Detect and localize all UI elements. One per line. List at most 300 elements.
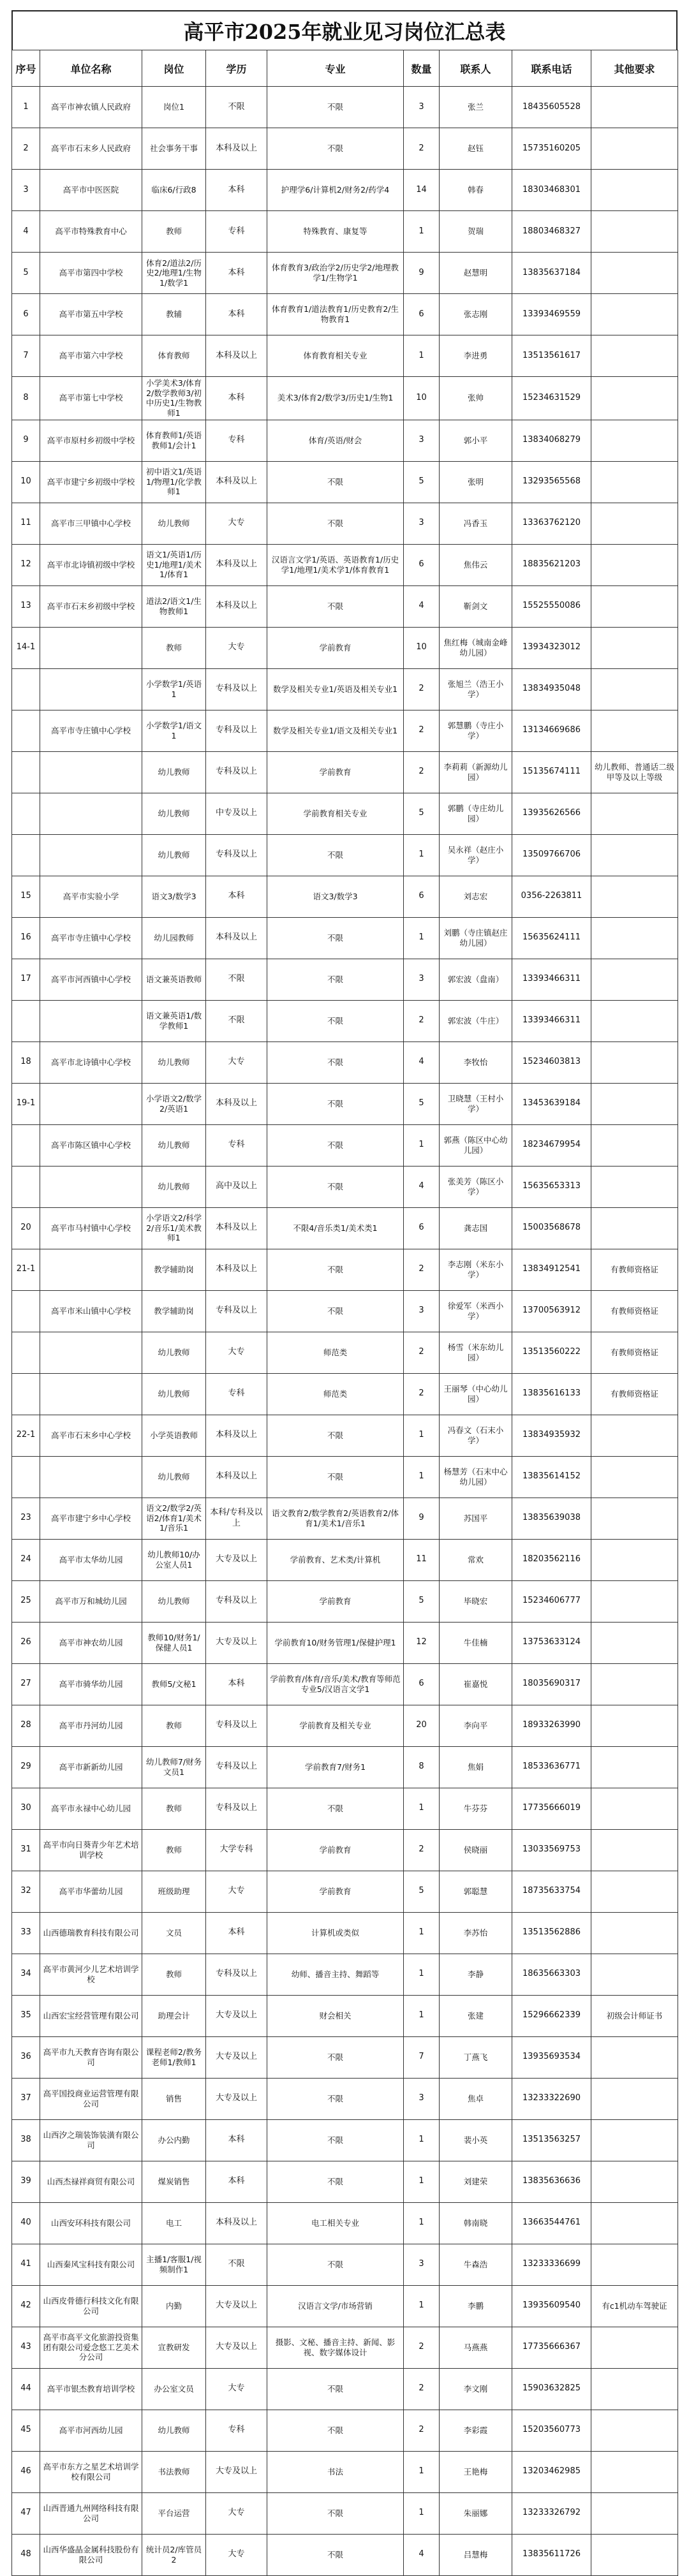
table-row [12, 170, 678, 211]
contact-person: 丁燕飞 [440, 2036, 512, 2078]
major: 不限 [267, 1415, 404, 1456]
phone-number: 15635653313 [512, 1166, 591, 1207]
table-row [12, 1124, 678, 1166]
table-row [12, 1290, 678, 1332]
education: 本科及以上 [206, 461, 267, 503]
contact-person: 牛森浩 [440, 2244, 512, 2285]
row-number [12, 710, 40, 751]
unit-name: 高平市河西镇中心学校 [40, 959, 142, 1000]
row-number: 35 [12, 1995, 40, 2036]
count: 2 [404, 710, 440, 751]
unit-name: 山西秦风宝科技有限公司 [40, 2244, 142, 2285]
count: 1 [404, 2451, 440, 2492]
row-number: 40 [12, 2202, 40, 2244]
table-row [12, 710, 678, 751]
major: 不限 [267, 503, 404, 544]
education: 本科 [206, 253, 267, 294]
contact-person: 崔嘉悦 [440, 1663, 512, 1705]
table-row [12, 1000, 678, 1041]
table-row [12, 2244, 678, 2285]
contact-person: 李莉莉（新源幼儿园） [440, 751, 512, 793]
count: 2 [404, 128, 440, 170]
education: 本科及以上 [206, 128, 267, 170]
education: 大专及以上 [206, 1622, 267, 1663]
count: 12 [404, 1622, 440, 1663]
phone-number: 13935626566 [512, 793, 591, 834]
education: 不限 [206, 959, 267, 1000]
position: 语文3/数学3 [142, 876, 206, 917]
other-requirements: 有教师资格证 [591, 1249, 678, 1290]
count: 3 [404, 503, 440, 544]
unit-name: 高平市北诗镇初级中学校 [40, 544, 142, 585]
row-number: 7 [12, 335, 40, 377]
phone-number: 15203560773 [512, 2410, 591, 2451]
unit-name [40, 1083, 142, 1124]
other-requirements [591, 876, 678, 917]
count: 5 [404, 1580, 440, 1622]
phone-number: 13834912541 [512, 1249, 591, 1290]
other-requirements [591, 1498, 678, 1539]
other-requirements [591, 170, 678, 211]
position: 岗位1 [142, 87, 206, 128]
unit-name: 高平市新新幼儿园 [40, 1746, 142, 1788]
contact-person: 卫晓慧（王村小学） [440, 1083, 512, 1124]
row-number: 30 [12, 1788, 40, 1829]
major: 学前教育 [267, 1871, 404, 1912]
table-row [12, 2078, 678, 2119]
count: 4 [404, 1166, 440, 1207]
count: 1 [404, 2161, 440, 2202]
position: 销售 [142, 2078, 206, 2119]
count: 1 [404, 1954, 440, 1995]
education: 专科及以上 [206, 1788, 267, 1829]
row-number [12, 1290, 40, 1332]
position: 平台运营 [142, 2492, 206, 2534]
phone-number: 15635624111 [512, 917, 591, 959]
other-requirements [591, 2451, 678, 2492]
unit-name: 高平市永禄中心幼儿园 [40, 1788, 142, 1829]
table-row [12, 2451, 678, 2492]
header-education: 学历 [206, 50, 267, 87]
other-requirements [591, 1539, 678, 1580]
other-requirements [591, 2492, 678, 2534]
major: 学前教育/体育/音乐/美术/教育等师范专业5/汉语言文学1 [267, 1663, 404, 1705]
major: 语文3/数学3 [267, 876, 404, 917]
table-row [12, 128, 678, 170]
major: 书法 [267, 2451, 404, 2492]
phone-number: 13203462985 [512, 2451, 591, 2492]
phone-number: 13835637184 [512, 253, 591, 294]
contact-person: 焦红梅（城南金峰幼儿园） [440, 627, 512, 668]
education: 专科 [206, 2410, 267, 2451]
phone-number: 13834935048 [512, 668, 591, 710]
contact-person: 李鹏 [440, 2285, 512, 2327]
position: 小学数学1/语文1 [142, 710, 206, 751]
row-number: 34 [12, 1954, 40, 1995]
phone-number: 13513560222 [512, 1332, 591, 1373]
table-row [12, 917, 678, 959]
other-requirements [591, 420, 678, 461]
other-requirements [591, 1622, 678, 1663]
table-row [12, 544, 678, 585]
major: 不限 [267, 585, 404, 627]
row-number: 23 [12, 1498, 40, 1539]
education: 专科 [206, 1373, 267, 1415]
position: 教师 [142, 1829, 206, 1871]
other-requirements [591, 211, 678, 253]
unit-name [40, 1373, 142, 1415]
unit-name: 高平市寺庄镇中心学校 [40, 710, 142, 751]
phone-number: 13834935932 [512, 1415, 591, 1456]
position: 体育2/道法2/历史2/地理1/生物1/数学1 [142, 253, 206, 294]
unit-name: 高平国投商业运营管理有限公司 [40, 2078, 142, 2119]
contact-person: 李静 [440, 1954, 512, 1995]
education: 大专 [206, 627, 267, 668]
count: 1 [404, 1456, 440, 1498]
table-row [12, 1663, 678, 1705]
count: 1 [404, 917, 440, 959]
position: 教师10/财务1/保健人员1 [142, 1622, 206, 1663]
education: 本科及以上 [206, 1083, 267, 1124]
table-row [12, 2492, 678, 2534]
contact-person: 赵慧明 [440, 253, 512, 294]
education: 本科及以上 [206, 917, 267, 959]
position: 电工 [142, 2202, 206, 2244]
position: 语文兼英语1/数学教师1 [142, 1000, 206, 1041]
position: 幼儿教师 [142, 1456, 206, 1498]
count: 1 [404, 2285, 440, 2327]
other-requirements [591, 2036, 678, 2078]
education: 大学专科 [206, 1829, 267, 1871]
phone-number: 18803468327 [512, 211, 591, 253]
count: 1 [404, 1995, 440, 2036]
row-number: 43 [12, 2327, 40, 2368]
major: 不限 [267, 1124, 404, 1166]
count: 6 [404, 876, 440, 917]
unit-name: 高平市九天教育咨询有限公司 [40, 2036, 142, 2078]
row-number: 33 [12, 1912, 40, 1954]
education: 本科 [206, 294, 267, 335]
row-number: 4 [12, 211, 40, 253]
unit-name: 高平市第五中学校 [40, 294, 142, 335]
contact-person: 李志刚（米东小学） [440, 1249, 512, 1290]
row-number: 22-1 [12, 1415, 40, 1456]
count: 4 [404, 585, 440, 627]
table-row [12, 1580, 678, 1622]
education: 专科 [206, 1124, 267, 1166]
unit-name: 高平市建宁乡中心学校 [40, 1498, 142, 1539]
major: 美术3/体育2/数学3/历史1/生物1 [267, 377, 404, 420]
count: 1 [404, 335, 440, 377]
major: 师范类 [267, 1332, 404, 1373]
contact-person: 李牧怡 [440, 1041, 512, 1083]
education: 专科及以上 [206, 1290, 267, 1332]
count: 6 [404, 544, 440, 585]
contact-person: 李彩霞 [440, 2410, 512, 2451]
education: 专科及以上 [206, 1705, 267, 1746]
contact-person: 韩南晓 [440, 2202, 512, 2244]
phone-number: 13393469559 [512, 294, 591, 335]
phone-number: 18303468301 [512, 170, 591, 211]
education: 大专 [206, 2534, 267, 2575]
phone-number: 15525550086 [512, 585, 591, 627]
position: 道法2/语文1/生物教师1 [142, 585, 206, 627]
contact-person: 冯香玉 [440, 503, 512, 544]
table-body [12, 87, 678, 2576]
other-requirements [591, 1041, 678, 1083]
row-number: 16 [12, 917, 40, 959]
count: 3 [404, 420, 440, 461]
table-row [12, 1207, 678, 1249]
row-number: 38 [12, 2119, 40, 2161]
row-number: 36 [12, 2036, 40, 2078]
other-requirements [591, 1788, 678, 1829]
major: 体育/英语/财会 [267, 420, 404, 461]
position: 幼儿教师10/办公室人员1 [142, 1539, 206, 1580]
phone-number: 13753633124 [512, 1622, 591, 1663]
unit-name: 高平市华蕾幼儿园 [40, 1871, 142, 1912]
phone-number: 18933263990 [512, 1705, 591, 1746]
education: 不限 [206, 2244, 267, 2285]
phone-number: 13935693534 [512, 2036, 591, 2078]
other-requirements [591, 2119, 678, 2161]
table-row [12, 1829, 678, 1871]
education: 本科及以上 [206, 1456, 267, 1498]
education: 本科及以上 [206, 1249, 267, 1290]
phone-number: 13363762120 [512, 503, 591, 544]
phone-number: 15003568678 [512, 1207, 591, 1249]
education: 本科 [206, 170, 267, 211]
unit-name [40, 793, 142, 834]
position: 语文1/英语1/历史1/地理1/美术1/体育1 [142, 544, 206, 585]
phone-number: 18533636771 [512, 1746, 591, 1788]
row-number: 19-1 [12, 1083, 40, 1124]
row-number: 31 [12, 1829, 40, 1871]
major: 不限 [267, 87, 404, 128]
other-requirements [591, 585, 678, 627]
row-number: 42 [12, 2285, 40, 2327]
position: 助理会计 [142, 1995, 206, 2036]
education: 专科及以上 [206, 710, 267, 751]
row-number: 47 [12, 2492, 40, 2534]
contact-person: 牛芬芬 [440, 1788, 512, 1829]
other-requirements [591, 461, 678, 503]
count: 9 [404, 1498, 440, 1539]
table-row [12, 1912, 678, 1954]
row-number [12, 1332, 40, 1373]
major: 计算机或类似 [267, 1912, 404, 1954]
position: 临床6/行政8 [142, 170, 206, 211]
other-requirements [591, 1705, 678, 1746]
other-requirements [591, 2368, 678, 2410]
position: 幼儿教师 [142, 1580, 206, 1622]
row-number: 41 [12, 2244, 40, 2285]
header-major: 专业 [267, 50, 404, 87]
education: 本科 [206, 1663, 267, 1705]
education: 专科 [206, 211, 267, 253]
contact-person: 贺瑞 [440, 211, 512, 253]
phone-number: 13835639038 [512, 1498, 591, 1539]
table-row [12, 1249, 678, 1290]
count: 1 [404, 1124, 440, 1166]
phone-number: 13663544761 [512, 2202, 591, 2244]
row-number: 5 [12, 253, 40, 294]
phone-number: 13513563257 [512, 2119, 591, 2161]
table-row [12, 876, 678, 917]
other-requirements [591, 1871, 678, 1912]
major: 不限 [267, 2244, 404, 2285]
count: 1 [404, 2119, 440, 2161]
table-row [12, 1041, 678, 1083]
position: 办公室文员 [142, 2368, 206, 2410]
education: 不限 [206, 1000, 267, 1041]
other-requirements [591, 959, 678, 1000]
position: 体育教师1/英语教师1/会计1 [142, 420, 206, 461]
major: 不限 [267, 1041, 404, 1083]
header-no: 序号 [12, 50, 40, 87]
position: 语文兼英语教师 [142, 959, 206, 1000]
major: 语文教育2/数学教育2/英语教育2/体育1/美术1/音乐1 [267, 1498, 404, 1539]
education: 大专 [206, 2368, 267, 2410]
count: 8 [404, 1746, 440, 1788]
education: 大专及以上 [206, 1539, 267, 1580]
row-number [12, 1456, 40, 1498]
position: 小学英语教师 [142, 1415, 206, 1456]
major: 数学及相关专业1/英语及相关专业1 [267, 668, 404, 710]
table-row [12, 2534, 678, 2575]
row-number: 29 [12, 1746, 40, 1788]
major: 学前教育 [267, 751, 404, 793]
position: 社会事务干事 [142, 128, 206, 170]
count: 2 [404, 1373, 440, 1415]
major: 不限 [267, 461, 404, 503]
header-unit: 单位名称 [40, 50, 142, 87]
count: 5 [404, 793, 440, 834]
unit-name [40, 1249, 142, 1290]
table-row [12, 959, 678, 1000]
position: 课程老师2/教务老师1/教师1 [142, 2036, 206, 2078]
row-number: 46 [12, 2451, 40, 2492]
contact-person: 张志刚 [440, 294, 512, 335]
contact-person: 侯晓丽 [440, 1829, 512, 1871]
row-number: 8 [12, 377, 40, 420]
major: 不限 [267, 2368, 404, 2410]
other-requirements [591, 2202, 678, 2244]
other-requirements [591, 1000, 678, 1041]
education: 本科及以上 [206, 1415, 267, 1456]
contact-person: 李向平 [440, 1705, 512, 1746]
position: 幼儿教师 [142, 1041, 206, 1083]
other-requirements [591, 1580, 678, 1622]
phone-number: 18735633754 [512, 1871, 591, 1912]
table-row [12, 585, 678, 627]
table-row [12, 2410, 678, 2451]
row-number: 17 [12, 959, 40, 1000]
row-number: 1 [12, 87, 40, 128]
count: 3 [404, 959, 440, 1000]
contact-person: 朱丽娜 [440, 2492, 512, 2534]
unit-name: 高平市陈区镇中心学校 [40, 1124, 142, 1166]
row-number: 2 [12, 128, 40, 170]
contact-person: 李苏怡 [440, 1912, 512, 1954]
table-row [12, 627, 678, 668]
table-row [12, 87, 678, 128]
row-number: 15 [12, 876, 40, 917]
phone-number: 15234603813 [512, 1041, 591, 1083]
phone-number: 18835621203 [512, 544, 591, 585]
table-row [12, 2202, 678, 2244]
position: 体育教师 [142, 335, 206, 377]
contact-person: 张美芳（陈区小学） [440, 1166, 512, 1207]
contact-person: 苏国平 [440, 1498, 512, 1539]
unit-name: 山西汐之瑞装饰装潢有限公司 [40, 2119, 142, 2161]
education: 本科/专科及以上 [206, 1498, 267, 1539]
unit-name: 山西皮骨德行科技文化有限公司 [40, 2285, 142, 2327]
position: 幼儿教师 [142, 1124, 206, 1166]
contact-person: 马燕燕 [440, 2327, 512, 2368]
table-row [12, 1539, 678, 1580]
major: 不限 [267, 1290, 404, 1332]
contact-person: 张建 [440, 1995, 512, 2036]
contact-person: 张兰 [440, 87, 512, 128]
row-number [12, 751, 40, 793]
contact-person: 焦娟 [440, 1746, 512, 1788]
phone-number: 13233336699 [512, 2244, 591, 2285]
row-number: 14-1 [12, 627, 40, 668]
major: 不限 [267, 2078, 404, 2119]
other-requirements [591, 128, 678, 170]
contact-person: 毕晓宏 [440, 1580, 512, 1622]
row-number [12, 1000, 40, 1041]
header-position: 岗位 [142, 50, 206, 87]
other-requirements [591, 2078, 678, 2119]
education: 大专 [206, 1871, 267, 1912]
other-requirements: 初级会计师证书 [591, 1995, 678, 2036]
row-number: 26 [12, 1622, 40, 1663]
phone-number: 15735160205 [512, 128, 591, 170]
count: 14 [404, 170, 440, 211]
education: 大专及以上 [206, 2285, 267, 2327]
education: 本科及以上 [206, 1207, 267, 1249]
header-contact: 联系人 [440, 50, 512, 87]
position: 幼儿教师 [142, 1166, 206, 1207]
phone-number: 18035690317 [512, 1663, 591, 1705]
major: 不限 [267, 2119, 404, 2161]
unit-name: 高平市第四中学校 [40, 253, 142, 294]
phone-number: 13835616133 [512, 1373, 591, 1415]
position: 内勤 [142, 2285, 206, 2327]
contact-person: 刘志宏 [440, 876, 512, 917]
major: 摄影、文秘、播音主持、新闻、影视、数字媒体设计 [267, 2327, 404, 2368]
other-requirements [591, 2410, 678, 2451]
education: 本科及以上 [206, 544, 267, 585]
table-row [12, 1373, 678, 1415]
other-requirements [591, 2327, 678, 2368]
other-requirements [591, 793, 678, 834]
major: 学前教育7/财务1 [267, 1746, 404, 1788]
other-requirements [591, 834, 678, 876]
other-requirements [591, 1829, 678, 1871]
major: 不限 [267, 2492, 404, 2534]
contact-person: 牛佳楠 [440, 1622, 512, 1663]
unit-name: 山西德瑞教育科技有限公司 [40, 1912, 142, 1954]
education: 大专及以上 [206, 2451, 267, 2492]
count: 2 [404, 1000, 440, 1041]
phone-number: 13835611726 [512, 2534, 591, 2575]
unit-name: 高平市神农镇人民政府 [40, 87, 142, 128]
count: 2 [404, 2410, 440, 2451]
contact-person: 吴永祥（赵庄小学） [440, 834, 512, 876]
